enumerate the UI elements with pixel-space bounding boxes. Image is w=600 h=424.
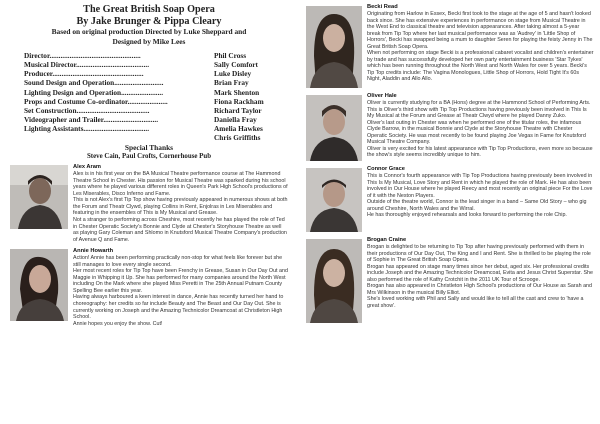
credit-role: Lighting Design and Operation.......................: [24, 87, 164, 97]
credit-row: [10, 97, 288, 106]
special-thanks-heading: Special Thanks: [124, 143, 174, 153]
bio-text: [367, 237, 594, 323]
headshot-image: [10, 165, 68, 229]
credit-role: Director..................................................: [24, 51, 141, 61]
credit-row: [10, 78, 288, 87]
credit-name: Sally Comfort: [214, 60, 258, 70]
bio-paragraph: Oliver's last outing in Chester was when he performed one of the titular roles, the infamous Clyde Barrow, in the musical Bonnie and Clyde at the Storyhouse Theatre with Chester Operatic Society. He was most recently to be found playing Joe Vegas in Fame for Knutsford Musical Theatre Company.: [367, 119, 586, 146]
bio-paragraph: Oliver is very excited for his latest appearance with Tip Top Productions, even more so because the show's style seems incredibly unique to him.: [367, 145, 593, 159]
credit-row: [10, 51, 288, 60]
bio-paragraph: Brogan has also appeared in Christleton High School's productions of Our House as Sarah and Mrs Wilkinson in the musical Billy Elliot.: [367, 283, 592, 296]
bio-paragraph: Brogan has appeared on stage many times since her debut, aged six. Her professional credits include Joseph and the Amazing Technicolor Dreamcoat, Evita and Jesus Christ Superstar. She also performed the role of Kathy Crotchit in the 2011 UK Tour of Scrooge.: [367, 263, 593, 283]
headshot-photo: [306, 95, 362, 161]
bio-paragraph: Oliver is currently studying for a BA (Hons) degree at the Hammond School of Performing Arts. This is Oliver's third show with Tip Top Productions having previously been involved in This Is My Musical at the Forum and Grease at Theatr Clwyd where he played Danny Zuko.: [367, 100, 591, 120]
bio-name: Annie Howarth: [73, 248, 114, 255]
headshot-image: [306, 168, 362, 232]
credit-name: Fiona Rackham: [214, 96, 264, 106]
headshot-photo: [10, 165, 68, 229]
bio-paragraph: Outside of the theatre world, Connor is the lead singer in a band – Same Old Story – who gig around Cheshire, North Wales and the Wirral.: [367, 199, 587, 212]
bio-oliver-hale: [306, 93, 594, 161]
headshot-image: [10, 249, 68, 321]
headshot-photo: [306, 6, 362, 88]
bio-alex-aram: [10, 164, 288, 243]
headshot-image: [306, 6, 362, 88]
headshot-photo: [306, 239, 362, 323]
bio-paragraph: This is Connor's fourth appearance with Tip Top Productions having previously been involved in This Is My Musical, Love Story and Rent in which he played the role of Mark. He has also been involved in Our House where he played Reecy and most recently an original piece For the Love of it with the Neston Players.: [367, 173, 593, 199]
credit-role: Props and Costume Co-ordinator......................: [24, 96, 168, 106]
show-title: The Great British Soap Opera: [83, 4, 215, 15]
credit-name: Richard Taylor: [214, 105, 262, 115]
bio-paragraph: Her most recent roles for Tip Top have been Frenchy in Grease, Susan in Our Day Out and Maggie in Whipping it Up. She has performed for many companies around the North West including On the Mark where she played Miss Peretti in The 25th Annual Putnam County Spelling Bee earlier this year.: [73, 268, 288, 294]
credit-row: [10, 115, 288, 124]
credit-role: Musical Director........................................: [24, 60, 150, 70]
bio-paragraph: Originating from Harlow in Essex, Becki first took to the stage at the age of 5 and hasn't looked back since. She has extensive experiences in performance on stage from Musical Theatre in the West End to classical theatre and television appearances. After taking almost a 5-year break from Tip Top where her last musical performance was as 'Audrey' in 'Little Shop of Horrors', Becki has swapped being a mum to daughter Seren for playing the feisty Jenny in The Great British Soap Opera.: [367, 11, 593, 50]
bio-text: [73, 248, 288, 327]
credit-name: Phil Cross: [214, 51, 247, 61]
credit-row: [10, 124, 288, 133]
original-production-line2: Designed by Mike Lees: [112, 36, 186, 46]
credit-name: Luke Disley: [214, 69, 252, 79]
show-authors: By Jake Brunger & Pippa Cleary: [76, 15, 222, 27]
bio-paragraph: Not a stranger to performing across Cheshire, most recently he has played the role of Ted in Chester Operatic Society's Bonnie and Clyde at Chester's Storyhouse Theatre as well as playing Gary Coleman and Shlomo in Knutsford Musical Theatre Company's production of Avenue Q and Fame.: [73, 216, 287, 243]
right-page: [300, 0, 600, 424]
credit-row: [10, 69, 288, 78]
bio-paragraph: This is not Alex's first Tip Top show having previously appeared in numerous shows at both the Forum and Theatr Clywd, playing Collins in Rent, Enjolras in Les Miserables and featuring in the ensembles of This is My Musical and Grease.: [73, 197, 288, 217]
bio-becki-read: [306, 4, 594, 88]
headshot-image: [306, 95, 362, 161]
bio-text: [73, 164, 288, 243]
bio-name: Oliver Hale: [367, 93, 397, 99]
credit-name: Brian Fray: [214, 78, 249, 88]
credit-role: Set Construction........................................: [24, 105, 150, 115]
original-production-line1: Based on original production Directed by Luke Sheppard and: [51, 27, 247, 36]
credit-role: Sound Design and Operation...........................: [24, 78, 164, 88]
bio-name: Alex Aram: [73, 164, 101, 171]
credit-role: Producer..................................................: [24, 69, 144, 79]
credit-name: Daniella Fray: [214, 114, 257, 124]
bio-connor-grace: [306, 166, 594, 232]
bio-paragraph: She's loved working with Phil and Sally and would like to tell all the cast and crew to 'have a great show'.: [367, 296, 584, 309]
bio-name: Becki Read: [367, 4, 398, 10]
credit-name: Chris Griffiths: [214, 133, 261, 143]
bio-brogan-craine: [306, 237, 594, 323]
credit-row: [10, 106, 288, 115]
credit-role: [24, 133, 210, 142]
credit-row: [10, 88, 288, 97]
credit-role: Lighting Assistants....................................: [24, 123, 150, 133]
credits-list: [10, 51, 288, 142]
credit-row: [10, 133, 288, 142]
bio-text: [367, 93, 594, 161]
bio-paragraph: Brogan is delighted to be returning to Tip Top after having previously performed with them in their productions of Our Day Out, The King and I and Rent. She is thrilled to be playing the role of Sophie in The Great British Soap Opera.: [367, 244, 591, 264]
special-thanks-text: Steve Cain, Paul Crofts, Cornerhouse Pub: [86, 153, 212, 161]
credit-name: Amelia Hawkes: [214, 123, 263, 133]
bio-paragraph: Alex is in his first year on the BA Musical Theatre performance course at The Hammond Theatre School in Chester. His passion for Musical Theatre was sparked during his school years where he played various different roles in Queen's Park High School's productions of Les Miserables, Disco Inferno and Fame.: [73, 171, 288, 197]
credit-name: Mark Shenton: [214, 87, 260, 97]
credit-row: [10, 60, 288, 69]
bio-paragraph: When not performing on stage Becki is a professional cabaret vocalist and children's entertainer by trade and has successfully developed her own party entertainment business 'Star Tykes' which has been running throughout the North West and North Wales for over 5 years. Becki's Tip Top credits include: The Vagina Monologues, Little Shop of Horrors, Hold Tight It's 60s Night, Aladdin and Allo Allo.: [367, 50, 594, 83]
bio-paragraph: Having always harboured a keen interest in dance, Annie has recently turned her hand to choreography: her credits so far include Beauty and The Beast and Our Day Out. She is currently working on Joseph and the Amazing Technicolor Dreamcoat at Christleton High School.: [73, 294, 284, 321]
bio-text: [367, 4, 594, 88]
credit-role: Videographer and Trailer..............................: [24, 114, 159, 124]
bio-text: [367, 166, 594, 232]
bio-paragraph: Action! Annie has been performing practically non-stop for what feels like forever but she still manages to love every single second.: [73, 255, 283, 268]
bio-paragraph: Annie hopes you enjoy the show. Cut!: [73, 320, 163, 327]
bio-paragraph: He has thoroughly enjoyed rehearsals and looks forward to performing the role Chip.: [367, 212, 567, 219]
headshot-photo: [10, 249, 68, 321]
headshot-photo: [306, 168, 362, 232]
bio-annie-howarth: [10, 248, 288, 327]
bio-name: Connor Grace: [367, 166, 405, 172]
headshot-image: [306, 239, 362, 323]
bio-name: Brogan Craine: [367, 237, 407, 243]
